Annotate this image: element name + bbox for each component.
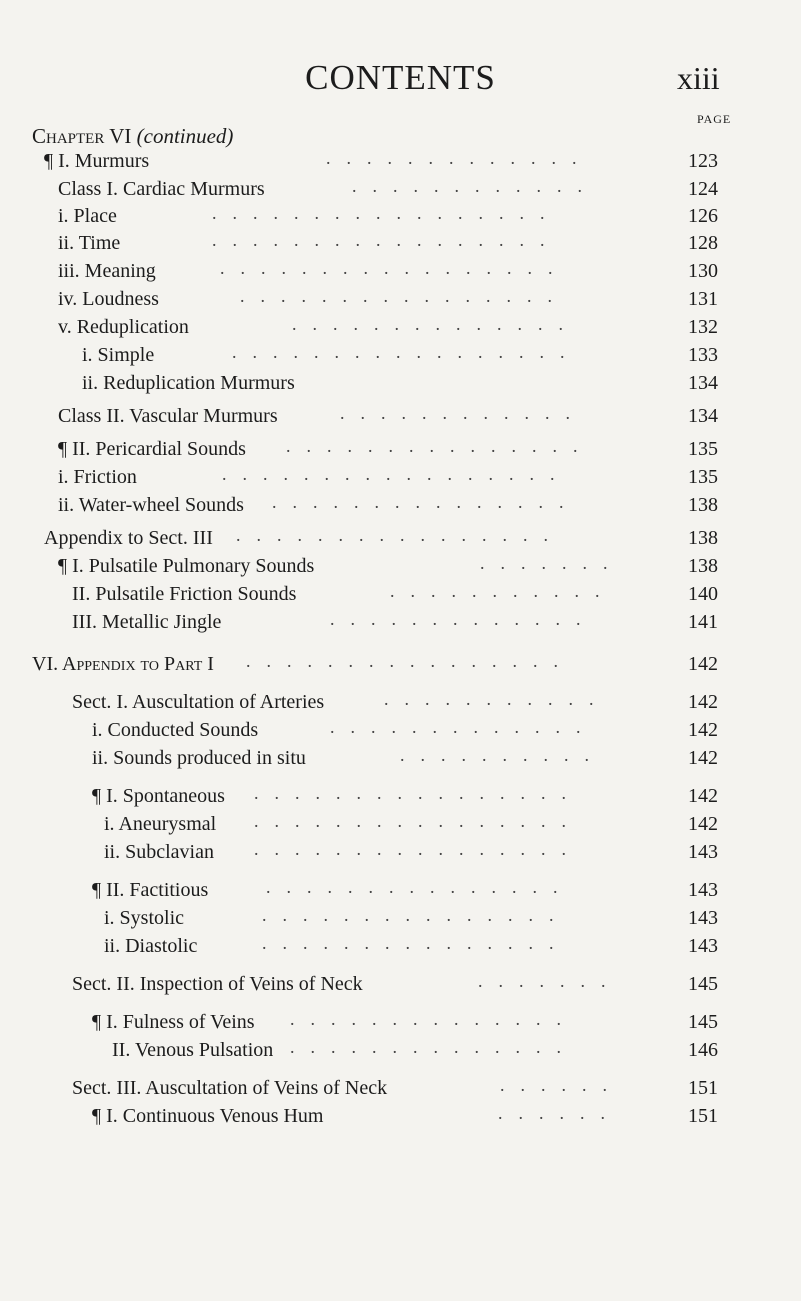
toc-entry-label: ¶ II. Factitious <box>92 879 209 901</box>
toc-entry-page: 143 <box>688 879 718 901</box>
dot-leader: ............ <box>352 176 598 196</box>
toc-entry <box>0 972 801 996</box>
toc-entry <box>0 718 801 742</box>
toc-entry-label: i. Systolic <box>104 907 185 929</box>
toc-entry-page: 124 <box>688 178 718 200</box>
toc-entry <box>0 812 801 836</box>
toc-entry <box>0 906 801 930</box>
toc-entry <box>0 371 801 395</box>
toc-entry-label: ¶ I. Murmurs <box>44 150 150 172</box>
toc-entry-label: ¶ I. Fulness of Veins <box>92 1011 255 1033</box>
toc-entry <box>0 784 801 808</box>
toc-entry-label: iii. Meaning <box>58 260 156 282</box>
toc-entry-page: 151 <box>688 1105 718 1127</box>
toc-entry-label: Class II. Vascular Murmurs <box>58 405 278 427</box>
toc-entry-label: i. Conducted Sounds <box>92 719 259 741</box>
dot-leader: ................ <box>254 839 582 859</box>
toc-entry <box>0 259 801 283</box>
dot-leader: ...... <box>498 1103 621 1123</box>
toc-entry <box>0 690 801 714</box>
dot-leader: ........... <box>390 581 616 601</box>
toc-entry-label: ii. Water-wheel Sounds <box>58 494 244 516</box>
toc-entry-page: 142 <box>688 653 718 675</box>
toc-entry-page: 123 <box>688 150 718 172</box>
toc-entry <box>0 878 801 902</box>
dot-leader: ............. <box>330 717 597 737</box>
toc-entry <box>0 554 801 578</box>
toc-entry-page: 142 <box>688 813 718 835</box>
toc-entry <box>0 1010 801 1034</box>
toc-entry-label: II. Pulsatile Friction Sounds <box>72 583 297 605</box>
page-number: xiii <box>677 60 720 96</box>
toc-entry-page: 132 <box>688 316 718 338</box>
toc-entry-page: 138 <box>688 494 718 516</box>
dot-leader: .......... <box>400 745 605 765</box>
toc-entry-label: Class I. Cardiac Murmurs <box>58 178 265 200</box>
toc-entry-label: ¶ I. Continuous Venous Hum <box>92 1105 324 1127</box>
toc-entry <box>0 1076 801 1100</box>
dot-leader: .............. <box>290 1037 577 1057</box>
toc-entry-label: II. Venous Pulsation <box>112 1039 274 1061</box>
toc-entry-page: 135 <box>688 438 718 460</box>
toc-entry <box>0 934 801 958</box>
chapter-suffix: (continued) <box>136 124 234 148</box>
toc-entry-label: ii. Reduplication Murmurs <box>82 372 295 394</box>
toc-entry <box>0 465 801 489</box>
dot-leader: ............... <box>266 877 574 897</box>
toc-entry-label: ii. Sounds produced in situ <box>92 747 306 769</box>
toc-entry-label: ii. Subclavian <box>104 841 214 863</box>
dot-leader: ............... <box>286 436 594 456</box>
dot-leader: ............... <box>262 905 570 925</box>
toc-entry <box>0 652 801 676</box>
dot-leader: ...... <box>500 1075 623 1095</box>
toc-entry-page: 133 <box>688 344 718 366</box>
page-title: CONTENTS <box>305 58 496 97</box>
toc-entry <box>0 582 801 606</box>
toc-entry-label: i. Place <box>58 205 117 227</box>
toc-entry-page: 143 <box>688 907 718 929</box>
toc-entry-page: 140 <box>688 583 718 605</box>
toc-entry-page: 146 <box>688 1039 718 1061</box>
dot-leader: ............. <box>330 609 597 629</box>
dot-leader: ................. <box>220 258 569 278</box>
toc-entry-page: 141 <box>688 611 718 633</box>
toc-entry-page: 134 <box>688 405 718 427</box>
chapter-heading <box>32 124 233 149</box>
dot-leader: ................ <box>236 525 564 545</box>
dot-leader: ....... <box>478 971 622 991</box>
toc-entry <box>0 1104 801 1128</box>
toc-entry-label: Sect. II. Inspection of Veins of Neck <box>72 973 363 995</box>
dot-leader: ............ <box>340 403 586 423</box>
toc-entry <box>0 1038 801 1062</box>
toc-entry-page: 138 <box>688 527 718 549</box>
toc-entry-page: 131 <box>688 288 718 310</box>
toc-entry-page: 142 <box>688 747 718 769</box>
dot-leader: .............. <box>292 314 579 334</box>
toc-entry <box>0 404 801 428</box>
dot-leader: ................. <box>222 464 571 484</box>
toc-entry-label: III. Metallic Jingle <box>72 611 222 633</box>
dot-leader: .............. <box>290 1009 577 1029</box>
toc-entry-page: 138 <box>688 555 718 577</box>
toc-entry <box>0 287 801 311</box>
toc-entry-label: ii. Time <box>58 232 121 254</box>
toc-entry <box>0 437 801 461</box>
chapter-prefix: Chapter VI <box>32 124 132 148</box>
dot-leader: ................. <box>212 230 561 250</box>
toc-entry-page: 143 <box>688 935 718 957</box>
toc-entry-page: 130 <box>688 260 718 282</box>
toc-entry-label: Sect. III. Auscultation of Veins of Neck <box>72 1077 388 1099</box>
toc-entry-page: 145 <box>688 1011 718 1033</box>
toc-entry <box>0 493 801 517</box>
toc-entry-page: 145 <box>688 973 718 995</box>
dot-leader: ............. <box>326 148 593 168</box>
toc-entry-label: ¶ II. Pericardial Sounds <box>58 438 246 460</box>
dot-leader: ................. <box>232 342 581 362</box>
dot-leader: ............... <box>272 492 580 512</box>
toc-entry <box>0 610 801 634</box>
dot-leader: ................ <box>246 651 574 671</box>
toc-entry-page: 128 <box>688 232 718 254</box>
dot-leader: ................ <box>254 811 582 831</box>
toc-entry-page: 134 <box>688 372 718 394</box>
page-column-label: PAGE <box>697 112 732 126</box>
toc-entry <box>0 204 801 228</box>
toc-entry-label: ¶ I. Spontaneous <box>92 785 225 807</box>
toc-entry-page: 151 <box>688 1077 718 1099</box>
toc-entry-page: 142 <box>688 719 718 741</box>
toc-entry-page: 135 <box>688 466 718 488</box>
toc-entry-label: v. Reduplication <box>58 316 189 338</box>
toc-entry <box>0 177 801 201</box>
toc-entry <box>0 526 801 550</box>
toc-entry-label: i. Aneurysmal <box>104 813 217 835</box>
toc-entry-page: 143 <box>688 841 718 863</box>
dot-leader: ................ <box>254 783 582 803</box>
toc-entry-label: ¶ I. Pulsatile Pulmonary Sounds <box>58 555 315 577</box>
toc-entry-label: ii. Diastolic <box>104 935 198 957</box>
dot-leader: ....... <box>480 553 624 573</box>
toc-entry-label: VI. Appendix to Part I <box>32 653 214 675</box>
toc-entry <box>0 746 801 770</box>
dot-leader: ................. <box>212 203 561 223</box>
toc-entry-label: Appendix to Sect. III <box>44 527 213 549</box>
toc-entry <box>0 840 801 864</box>
toc-entry <box>0 231 801 255</box>
toc-entry-page: 126 <box>688 205 718 227</box>
toc-entry-page: 142 <box>688 785 718 807</box>
dot-leader: ............... <box>262 933 570 953</box>
toc-entry-page: 142 <box>688 691 718 713</box>
dot-leader: ................ <box>240 286 568 306</box>
toc-entry <box>0 315 801 339</box>
toc-entry-label: Sect. I. Auscultation of Arteries <box>72 691 325 713</box>
toc-entry <box>0 343 801 367</box>
toc-entry-label: i. Friction <box>58 466 137 488</box>
toc-entry-label: i. Simple <box>82 344 155 366</box>
toc-entry <box>0 149 801 173</box>
toc-entry-label: iv. Loudness <box>58 288 159 310</box>
dot-leader: ........... <box>384 689 610 709</box>
